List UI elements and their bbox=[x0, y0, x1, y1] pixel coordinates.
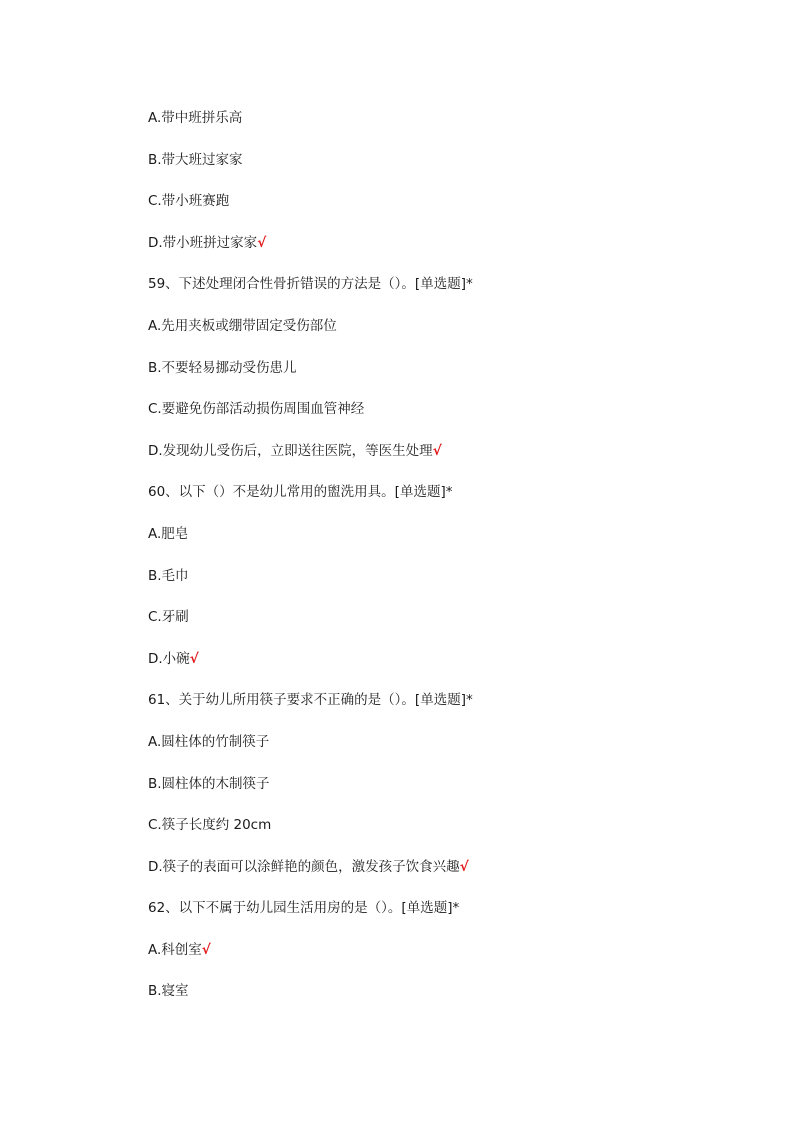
option-label: C.牙刷 bbox=[148, 609, 189, 626]
question-list bbox=[148, 106, 748, 1021]
option-text bbox=[148, 106, 748, 148]
option-label: A.圆柱体的竹制筷子 bbox=[148, 733, 270, 750]
option-label: D.带小班拼过家家 bbox=[148, 234, 258, 251]
option-text bbox=[148, 356, 748, 398]
question-label: 59、下述处理闭合性骨折错误的方法是（）。[单选题]* bbox=[148, 276, 473, 293]
question-text bbox=[148, 688, 748, 730]
option-label: A.先用夹板或绷带固定受伤部位 bbox=[148, 317, 337, 334]
question-label: 60、以下（）不是幼儿常用的盥洗用具。[单选题]* bbox=[148, 484, 453, 501]
option-label: B.寝室 bbox=[148, 983, 189, 1000]
correct-check-icon: √ bbox=[257, 234, 267, 251]
option-label: C.筷子长度约 20cm bbox=[148, 817, 272, 834]
option-label: D.筷子的表面可以涂鲜艳的颜色，激发孩子饮食兴趣 bbox=[148, 858, 460, 875]
option-label: D.发现幼儿受伤后，立即送往医院，等医生处理 bbox=[148, 442, 433, 459]
option-label: A.带中班拼乐高 bbox=[148, 110, 243, 126]
option-label: C.带小班赛跑 bbox=[148, 193, 230, 210]
option-label: B.不要轻易挪动受伤患儿 bbox=[148, 359, 297, 376]
correct-check-icon: √ bbox=[432, 442, 442, 459]
option-label: B.圆柱体的木制筷子 bbox=[148, 775, 270, 792]
option-text bbox=[148, 855, 748, 897]
correct-check-icon: √ bbox=[189, 650, 199, 667]
question-text bbox=[148, 480, 748, 522]
option-text bbox=[148, 397, 748, 439]
option-text bbox=[148, 730, 748, 772]
option-text bbox=[148, 314, 748, 356]
option-text bbox=[148, 439, 748, 481]
question-text bbox=[148, 896, 748, 938]
option-text bbox=[148, 189, 748, 231]
question-text bbox=[148, 272, 748, 314]
option-text bbox=[148, 938, 748, 980]
option-text bbox=[148, 231, 748, 273]
correct-check-icon: √ bbox=[201, 941, 211, 958]
option-text bbox=[148, 522, 748, 564]
option-label: B.毛巾 bbox=[148, 567, 189, 584]
option-text bbox=[148, 564, 748, 606]
option-text bbox=[148, 605, 748, 647]
option-label: A.科创室 bbox=[148, 941, 202, 958]
option-text bbox=[148, 148, 748, 190]
question-label: 62、以下不属于幼儿园生活用房的是（）。[单选题]* bbox=[148, 900, 460, 917]
option-label: A.肥皂 bbox=[148, 525, 189, 542]
option-text bbox=[148, 813, 748, 855]
question-label: 61、关于幼儿所用筷子要求不正确的是（）。[单选题]* bbox=[148, 692, 473, 709]
option-label: D.小碗 bbox=[148, 650, 190, 667]
correct-check-icon: √ bbox=[459, 858, 469, 875]
option-text bbox=[148, 979, 748, 1021]
option-text bbox=[148, 647, 748, 689]
option-label: B.带大班过家家 bbox=[148, 151, 243, 168]
option-text bbox=[148, 772, 748, 814]
option-label: C.要避免伤部活动损伤周围血管神经 bbox=[148, 401, 365, 418]
